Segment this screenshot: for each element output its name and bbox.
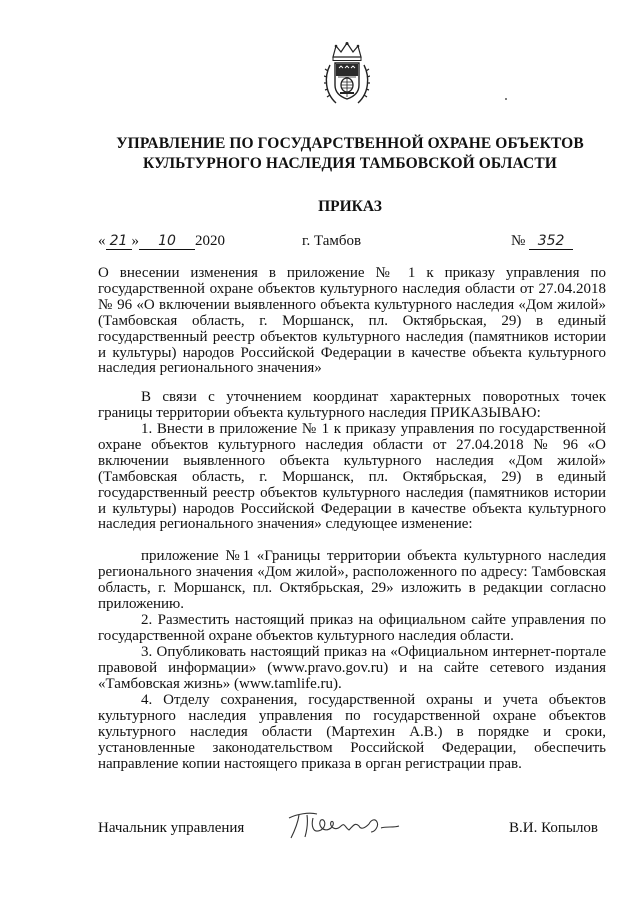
date-quote-open: « [98,233,106,249]
organization-name-line-1: УПРАВЛЕНИЕ ПО ГОСУДАРСТВЕННОЙ ОХРАНЕ ОБЪЕКТОВ [116,135,584,152]
date-year: 2020 [195,233,225,249]
document-type-heading: ПРИКАЗ [318,198,382,215]
coat-of-arms-emblem [324,41,370,107]
signatory-name: В.И. Копылов [509,820,599,836]
signatory-position: Начальник управления [98,820,245,836]
preamble: В связи с уточнением координат характерных поворотных точек границы территории объекта культурного наследия ПРИКАЗЫВАЮ: [98,389,606,421]
scan-speck [505,98,507,100]
date-quote-close: » [131,233,139,249]
order-item-1: 1. Внести в приложение № 1 к приказу управления по государственной охране объектов культурного наследия области от 27.04.2018 № 96 «О включении выявленного объекта культурного наследия «Дом жилой» (Тамбовская область, г. Моршанск, пл. Октябрьская, 29) в единый государственный реестр объектов культурного наследия (памятников истории и культуры) народов Российской Федерации в качестве объекта культурного наследия регионального значения» следующее изменение: [98,421,606,533]
document-date [98,233,225,255]
order-item-2: 2. Разместить настоящий приказ на официальном сайте управления по государственной охране объектов культурного наследия области. [98,612,606,644]
number-prefix: № [511,233,526,249]
order-item-1-subitem: приложение №1 «Границы территории объекта культурного наследия регионального значения «Дом жилой», расположенного по адресу: Тамбовская область, г. Моршанск, пл. Октябрьская, 29» изложить в редакции согласно приложению. [98,548,606,612]
order-item-3: 3. Опубликовать настоящий приказ на «Официальном интернет-портале правовой информации» (www.pravo.gov.ru) и на сайте сетевого издания «Тамбовская жизнь» (www.tamlife.ru). [98,644,606,692]
organization-name-line-2: КУЛЬТУРНОГО НАСЛЕДИЯ ТАМБОВСКОЙ ОБЛАСТИ [143,155,557,172]
document-city: г. Тамбов [302,233,362,249]
date-month: 10 [139,233,195,250]
date-day: 21 [106,233,132,250]
organization-name [60,134,640,174]
document-number [511,233,573,255]
document-title: О внесении изменения в приложение № 1 к приказу управления по государственной охране объектов культурного наследия области от 27.04.2018 № 96 «О включении выявленного объекта культурного наследия «Дом жилой» (Тамбовская область, г. Моршанск, пл. Октябрьская, 29) в единый государственный реестр объектов культурного наследия (памятников истории и культуры) народов Российской Федерации в качестве объекта культурного наследия регионального значения» [98,265,606,377]
number-value: 352 [529,233,573,250]
handwritten-signature [283,808,403,842]
order-item-4: 4. Отделу сохранения, государственной охраны и учета объектов культурного наследия управления по государственной охране объектов культурного наследия области (Мартехин А.В.) в порядке и сроки, установленные законодательством Российской Федерации, обеспечить направление копии настоящего приказа в орган регистрации прав. [98,692,606,772]
